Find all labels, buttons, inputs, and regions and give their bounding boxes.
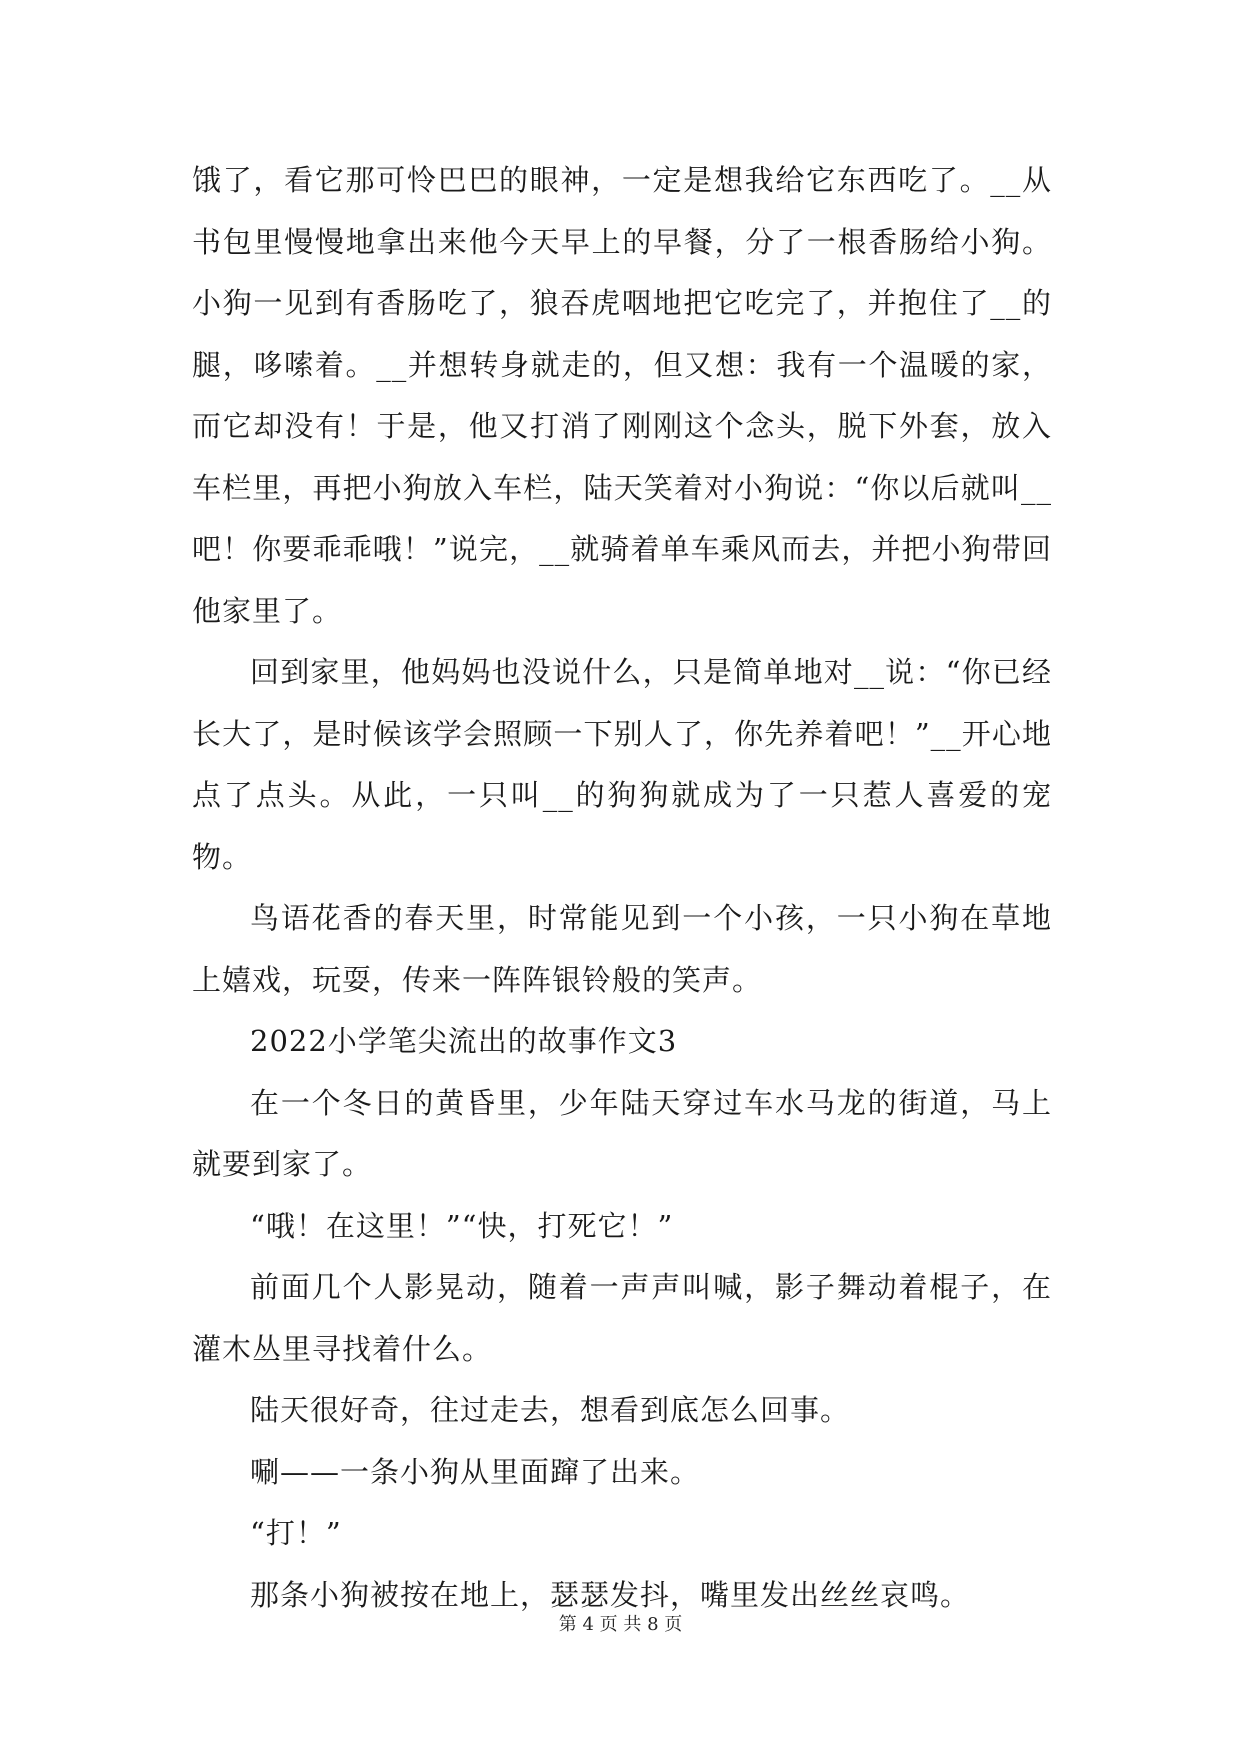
- document-body: [192, 150, 1052, 1626]
- paragraph: 前面几个人影晃动，随着一声声叫喊，影子舞动着棍子，在灌木丛里寻找着什么。: [192, 1270, 1052, 1366]
- paragraph: 在一个冬日的黄昏里，少年陆天穿过车水马龙的街道，马上就要到家了。: [192, 1085, 1052, 1181]
- paragraph: “哦！在这里！”“快，打死它！”: [250, 1208, 674, 1243]
- page-number-footer: 第 4 页 共 8 页: [558, 1614, 683, 1635]
- paragraph: 回到家里，他妈妈也没说什么，只是简单地对__说：“你已经长大了，是时候该学会照顾一下别人了，你先养着吧！”__开心地点了点头。从此，一只叫__的狗狗就成为了一只惹人喜爱的宠物。: [192, 655, 1052, 874]
- section-heading: 2022小学笔尖流出的故事作文3: [250, 1024, 678, 1058]
- paragraph: 鸟语花香的春天里，时常能见到一个小孩，一只小狗在草地上嬉戏，玩耍，传来一阵阵银铃般的笑声。: [192, 901, 1052, 997]
- paragraph: 饿了，看它那可怜巴巴的眼神，一定是想我给它东西吃了。__从书包里慢慢地拿出来他今天早上的早餐，分了一根香肠给小狗。小狗一见到有香肠吃了，狼吞虎咽地把它吃完了，并抱住了__的腿，哆嗦着。__并想转身就走的，但又想：我有一个温暖的家，而它却没有！于是，他又打消了刚刚这个念头，脱下外套，放入车栏里，再把小狗放入车栏，陆天笑着对小狗说：“你以后就叫__吧！你要乖乖哦！”说完，__就骑着单车乘风而去，并把小狗带回他家里了。: [192, 163, 1052, 628]
- paragraph: 陆天很好奇，往过走去，想看到底怎么回事。: [250, 1393, 851, 1427]
- paragraph: 那条小狗被按在地上，瑟瑟发抖，嘴里发出丝丝哀鸣。: [250, 1577, 971, 1612]
- paragraph: 唰——一条小狗从里面蹿了出来。: [250, 1454, 701, 1489]
- paragraph: “打！”: [250, 1516, 342, 1550]
